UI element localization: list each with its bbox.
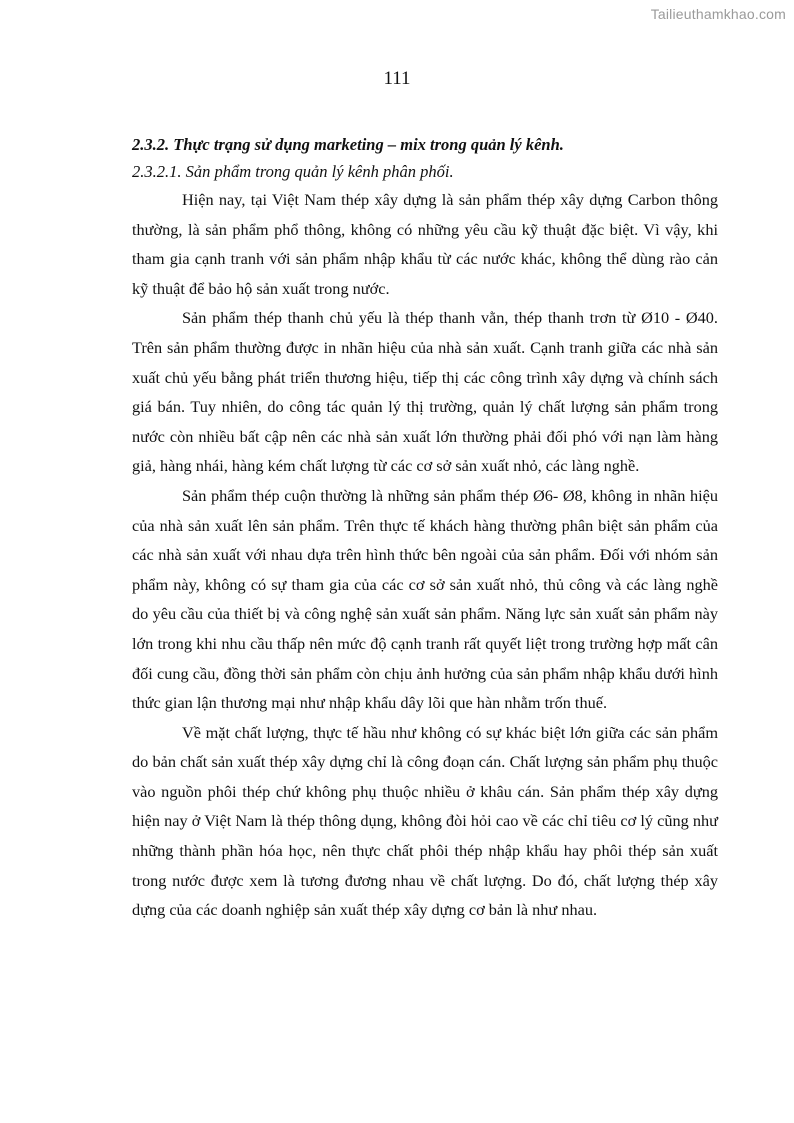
- paragraph-2: Sản phẩm thép thanh chủ yếu là thép thanh vằn, thép thanh trơn từ Ø10 - Ø40. Trên sản phẩm thường được in nhãn hiệu của nhà sản xuất. Cạnh tranh giữa các nhà sản xuất chủ yếu bằng phát triển thương hiệu, tiếp thị các công trình xây dựng và chính sách giá bán. Tuy nhiên, do công tác quản lý thị trường, quản lý chất lượng sản phẩm trong nước còn nhiều bất cập nên các nhà sản xuất lớn thường phải đối phó với nạn làm hàng giả, hàng nhái, hàng kém chất lượng từ các cơ sở sản xuất nhỏ, các làng nghề.: [132, 308, 718, 476]
- paragraph-1: Hiện nay, tại Việt Nam thép xây dựng là sản phẩm thép xây dựng Carbon thông thường, là sản phẩm phổ thông, không có những yêu cầu kỹ thuật đặc biệt. Vì vậy, khi tham gia cạnh tranh với sản phẩm nhập khẩu từ các nước khác, không thể dùng rào cản kỹ thuật để bảo hộ sản xuất trong nước.: [132, 190, 718, 298]
- watermark-text: Tailieuthamkhao.com: [650, 6, 786, 22]
- document-body: [132, 131, 718, 925]
- paragraph-4: Về mặt chất lượng, thực tế hầu như không có sự khác biệt lớn giữa các sản phẩm do bản chất sản xuất thép xây dựng chỉ là công đoạn cán. Chất lượng sản phẩm phụ thuộc vào nguồn phôi thép chứ không phụ thuộc nhiều ở khâu cán. Sản phẩm thép xây dựng hiện nay ở Việt Nam là thép thông dụng, không đòi hỏi cao về các chỉ tiêu cơ lý cũng như những thành phần hóa học, nên thực chất phôi thép nhập khẩu hay phôi thép sản xuất trong nước được xem là tương đương nhau về chất lượng. Do đó, chất lượng thép xây dựng của các doanh nghiệp sản xuất thép xây dựng cơ bản là như nhau.: [132, 722, 718, 920]
- page-number: 111: [383, 68, 411, 89]
- paragraph-3: Sản phẩm thép cuộn thường là những sản phẩm thép Ø6- Ø8, không in nhãn hiệu của nhà sản xuất lên sản phẩm. Trên thực tế khách hàng thường phân biệt sản phẩm của các nhà sản xuất với nhau dựa trên hình thức bên ngoài của sản phẩm. Đối với nhóm sản phẩm này, không có sự tham gia của các cơ sở sản xuất nhỏ, thủ công và các làng nghề do yêu cầu của thiết bị và công nghệ sản xuất sản phẩm. Năng lực sản xuất sản phẩm này lớn trong khi nhu cầu thấp nên mức độ cạnh tranh rất quyết liệt trong trường hợp mất cân đối cung cầu, đồng thời sản phẩm còn chịu ảnh hưởng của sản phẩm nhập khẩu dưới hình thức gian lận thương mại như nhập khẩu dây lõi que hàn nhằm trốn thuế.: [132, 485, 718, 713]
- section-heading: 2.3.2. Thực trạng sử dụng marketing – mix trong quản lý kênh.: [132, 135, 564, 154]
- subsection-heading: 2.3.2.1. Sản phẩm trong quản lý kênh phân phối.: [132, 162, 454, 181]
